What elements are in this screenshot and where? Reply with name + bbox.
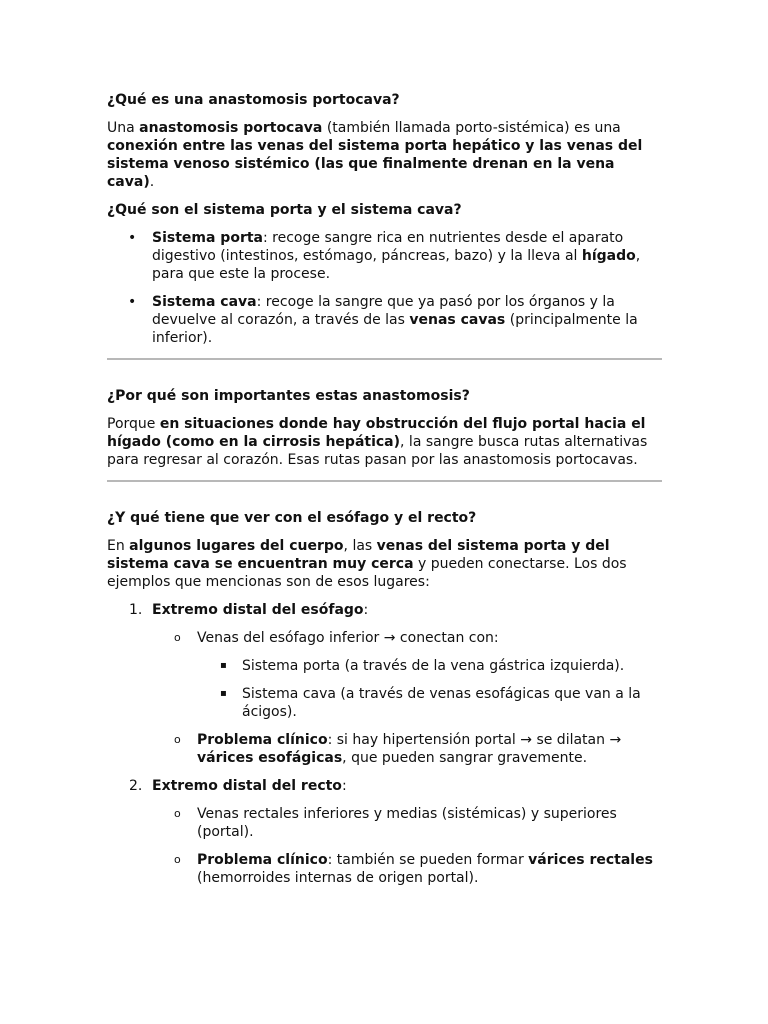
list-item-esofago [107,601,662,619]
text-run: : recoge sangre rica en nutrientes desde el aparato digestivo (intestinos, estómago, páncreas, bazo) y la lleva al [152,230,624,264]
circle-marker: o [174,853,181,866]
text-run: En [107,538,130,554]
text-run: . [149,174,155,190]
sublist-item [107,851,662,887]
horizontal-divider [107,480,662,482]
text-run: : recoge la sangre que ya pasó por los órganos y la devuelve al corazón, a través de las [152,294,615,328]
text-run: Sistema cava (a través de venas esofágicas que van a la ácigos). [242,686,641,720]
list-number: 1. [129,602,143,618]
circle-marker: o [174,733,181,746]
bold-text: algunos lugares del cuerpo [129,538,344,554]
square-marker: ▪ [220,688,227,699]
text-run: y pueden conectarse. Los dos ejemplos que mencionas son de esos lugares: [107,556,627,590]
bold-text: venas cavas [409,312,506,328]
text-run: Venas del esófago inferior → conectan con: [197,630,499,646]
square-marker: ▪ [220,660,227,671]
bold-text: conexión entre las venas del sistema porta hepático y las venas del sistema venoso sistémico (las que finalmente drenan en la vena cava) [107,138,643,190]
bold-text: en situaciones donde hay obstrucción del flujo portal hacia el hígado (como en la cirrosis hepática) [107,416,646,450]
text-run: : [341,778,347,794]
paragraph-definition [107,119,662,191]
list-item-title [152,602,368,618]
heading-esofago-recto: ¿Y qué tiene que ver con el esófago y el recto? [107,510,477,526]
text-run: Sistema porta (a través de la vena gástrica izquierda). [242,658,625,674]
bold-text: Problema clínico [197,852,328,868]
bullet-marker: • [128,294,137,310]
text-run: Porque [107,416,160,432]
text-run: , que pueden sangrar gravemente. [342,750,588,766]
text-run: (principalmente la inferior). [152,312,638,346]
list-item-text [152,294,638,346]
text-run: , la sangre busca rutas alternativas para regresar al corazón. Esas rutas pasan por las anastomosis portocavas. [107,434,648,468]
paragraph-importancia [107,415,662,469]
bold-text: várices rectales [528,852,653,868]
bold-text: venas del sistema porta y del sistema cava se encuentran muy cerca [107,538,610,572]
bold-text: Extremo distal del esófago [152,602,364,618]
list-item-sistema-porta [107,229,662,283]
sub-sublist-item [107,657,662,675]
list-item-recto [107,777,662,795]
heading-porta-cava: ¿Qué son el sistema porta y el sistema cava? [107,202,462,218]
sublist-item [107,731,662,767]
bullet-list [107,229,662,347]
list-item-sistema-cava [107,293,662,347]
list-number: 2. [129,778,143,794]
bold-text: Sistema cava [152,294,257,310]
bold-text: Extremo distal del recto [152,778,342,794]
text-run: , para que este la procese. [152,248,641,282]
text-run: Venas rectales inferiores y medias (sistémicas) y superiores (portal). [197,806,617,840]
list-item-text [152,230,640,282]
bold-text: várices esofágicas [197,750,343,766]
document-content [107,91,662,887]
circle-marker: o [174,807,181,820]
sublist-item-text [197,852,653,886]
sub-sublist-item-text [242,658,624,674]
sublist-item-text [197,630,499,646]
text-run: Una [107,120,140,136]
text-run: : [363,602,369,618]
text-run: : si hay hipertensión portal → se dilatan → [327,732,622,748]
heading-portocava: ¿Qué es una anastomosis portocava? [107,92,400,108]
horizontal-divider [107,358,662,360]
numbered-list [107,601,662,887]
sub-sublist-item-text [242,686,641,720]
text-run: : también se pueden formar [327,852,529,868]
sub-sublist-item [107,685,662,721]
text-run: (hemorroides internas de origen portal). [197,870,479,886]
list-item-title [152,778,347,794]
sublist-item [107,629,662,647]
sublist-item-text [197,806,617,840]
text-run: , las [343,538,377,554]
bullet-marker: • [128,230,137,246]
bold-text: Sistema porta [152,230,263,246]
heading-importancia: ¿Por qué son importantes estas anastomosis? [107,388,470,404]
text-run: (también llamada porto-sistémica) es una [322,120,621,136]
bold-text: Problema clínico [197,732,328,748]
sublist-item-text [197,732,621,766]
paragraph-lugares [107,537,662,591]
circle-marker: o [174,631,181,644]
sublist-item [107,805,662,841]
bold-text: hígado [581,248,636,264]
bold-text: anastomosis portocava [139,120,323,136]
